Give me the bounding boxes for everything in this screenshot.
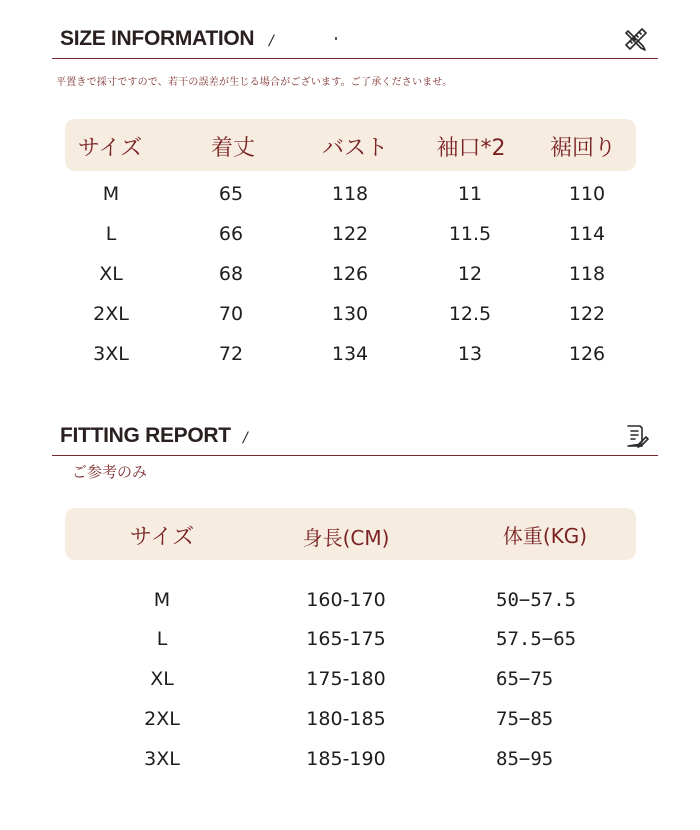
table-cell: 11.5 — [448, 223, 492, 245]
table-cell: 72 — [218, 343, 244, 365]
table-cell: 68 — [218, 263, 244, 285]
table-cell: 57.5−65 — [496, 628, 577, 650]
table-cell: XL — [99, 263, 123, 285]
fitting-col-header: サイズ — [129, 525, 195, 550]
document-pen-icon — [622, 422, 650, 450]
table-cell: 11 — [457, 183, 483, 205]
table-cell: 12.5 — [448, 303, 492, 325]
size-section-title: SIZE INFORMATION — [60, 27, 255, 50]
table-cell: 85−95 — [496, 748, 554, 770]
table-cell: L — [105, 223, 117, 245]
table-cell: 65 — [218, 183, 244, 205]
size-section-slash: / — [269, 33, 274, 49]
fitting-section-slash: / — [243, 430, 248, 446]
table-cell: XL — [150, 668, 174, 690]
table-cell: 2XL — [93, 303, 129, 325]
size-col-header: サイズ — [77, 136, 143, 161]
table-cell: 2XL — [144, 708, 180, 730]
table-cell: 118 — [568, 263, 606, 285]
table-cell: 122 — [568, 303, 606, 325]
table-cell: 165-175 — [306, 628, 386, 650]
table-cell: 180-185 — [306, 708, 386, 730]
table-cell: 3XL — [144, 748, 180, 770]
table-cell: 12 — [457, 263, 483, 285]
fitting-col-header: 身長(CM) — [302, 526, 390, 550]
table-cell: 126 — [568, 343, 606, 365]
table-cell: 122 — [331, 223, 369, 245]
table-cell: M — [102, 183, 120, 205]
table-cell: 70 — [218, 303, 244, 325]
table-cell: 65−75 — [496, 668, 554, 690]
table-cell: M — [153, 589, 171, 611]
size-col-header: 袖口*2 — [436, 136, 506, 161]
table-cell: 118 — [331, 183, 369, 205]
table-cell: 160-170 — [306, 589, 386, 611]
fitting-col-header: 体重(KG) — [502, 524, 588, 548]
table-cell: 126 — [331, 263, 369, 285]
table-cell: 134 — [331, 343, 369, 365]
fitting-section-rule — [52, 455, 658, 456]
table-cell: L — [156, 628, 168, 650]
size-note: 平置きで採寸ですので、若干の誤差が生じる場合がございます。ご了承くださいませ。 — [56, 77, 453, 88]
table-cell: 110 — [568, 183, 606, 205]
fitting-section-title: FITTING REPORT — [60, 424, 231, 447]
decorative-mark — [335, 37, 337, 40]
table-cell: 75−85 — [496, 708, 554, 730]
table-cell: 130 — [331, 303, 369, 325]
table-cell: 3XL — [93, 343, 129, 365]
table-cell: 185-190 — [306, 748, 386, 770]
pencil-ruler-icon — [622, 25, 650, 53]
table-cell: 50−57.5 — [496, 589, 577, 611]
table-cell: 114 — [568, 223, 606, 245]
size-col-header: バスト — [321, 136, 389, 161]
table-cell: 13 — [457, 343, 483, 365]
size-col-header: 着丈 — [210, 136, 256, 161]
size-col-header: 裾回り — [549, 136, 617, 161]
fitting-note: ご参考のみ — [72, 463, 148, 481]
table-cell: 175-180 — [306, 668, 386, 690]
size-section-rule — [52, 58, 658, 59]
table-cell: 66 — [218, 223, 244, 245]
